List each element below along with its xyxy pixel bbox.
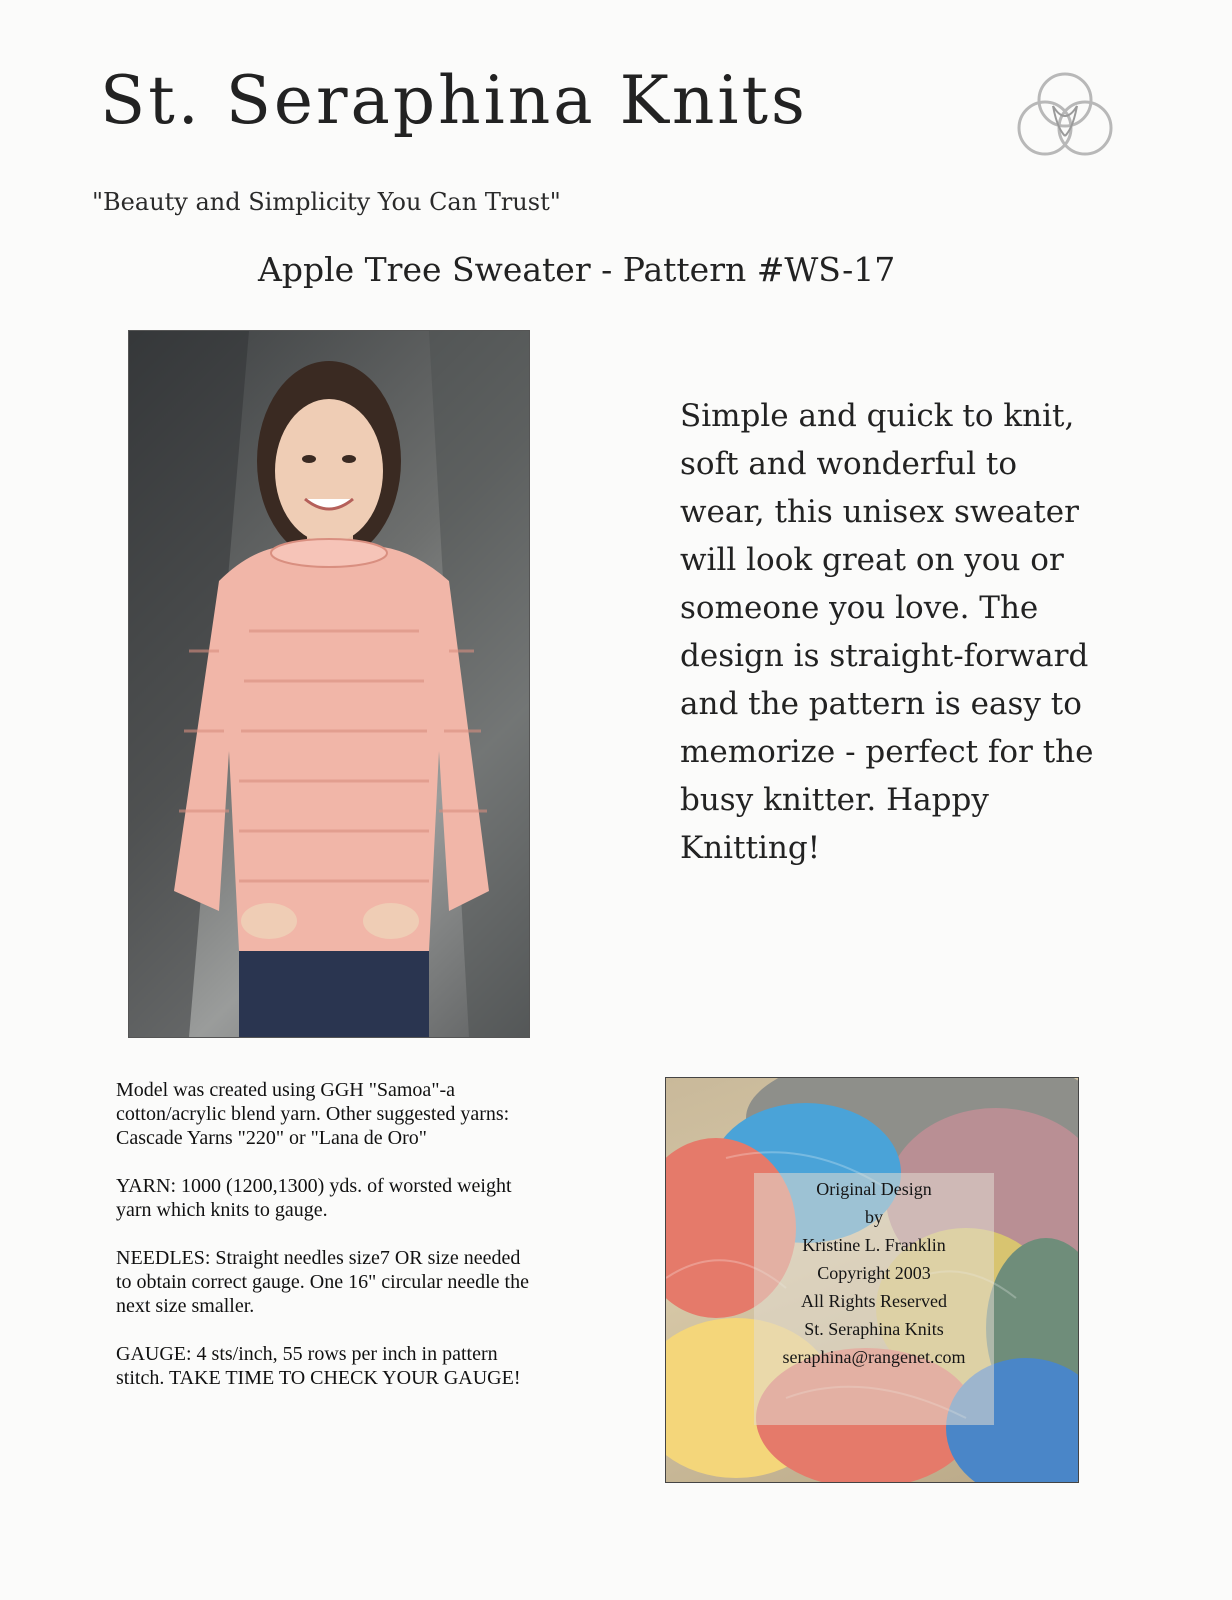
credit-email[interactable]: seraphina@rangenet.com <box>782 1347 966 1367</box>
credit-copyright: Copyright 2003 <box>817 1263 931 1283</box>
credit-author: Kristine L. Franklin <box>802 1235 946 1255</box>
brand-title: St. Seraphina Knits <box>100 62 808 139</box>
credit-original-design: Original Design <box>816 1179 932 1199</box>
yarn-photo <box>665 1077 1079 1483</box>
needles-requirement: NEEDLES: Straight needles size7 OR size needed to obtain correct gauge. One 16" circular needle the next size smaller. <box>116 1247 529 1317</box>
credit-block <box>754 1173 994 1425</box>
credit-rights: All Rights Reserved <box>801 1291 947 1311</box>
credit-company: St. Seraphina Knits <box>804 1319 944 1339</box>
credit-by: by <box>865 1207 883 1227</box>
tagline: "Beauty and Simplicity You Can Trust" <box>92 188 561 216</box>
pattern-specs <box>116 1078 536 1414</box>
pattern-description: Simple and quick to knit, soft and wonderful to wear, this unisex sweater will look great on you or someone you love. The design is straight-forward and the pattern is easy to memorize - perfect for the busy knitter. Happy Knitting! <box>680 398 1094 866</box>
gauge-requirement: GAUGE: 4 sts/inch, 55 rows per inch in pattern stitch. TAKE TIME TO CHECK YOUR GAUGE! <box>116 1343 521 1389</box>
model-photo <box>128 330 530 1038</box>
triquetra-knot-icon <box>1005 66 1125 166</box>
pattern-title: Apple Tree Sweater - Pattern #WS-17 <box>258 250 896 289</box>
model-yarn-note: Model was created using GGH "Samoa"-a cotton/acrylic blend yarn. Other suggested yarns: Cascade Yarns "220" or "Lana de Oro" <box>116 1079 510 1149</box>
yarn-requirement: YARN: 1000 (1200,1300) yds. of worsted weight yarn which knits to gauge. <box>116 1175 512 1221</box>
